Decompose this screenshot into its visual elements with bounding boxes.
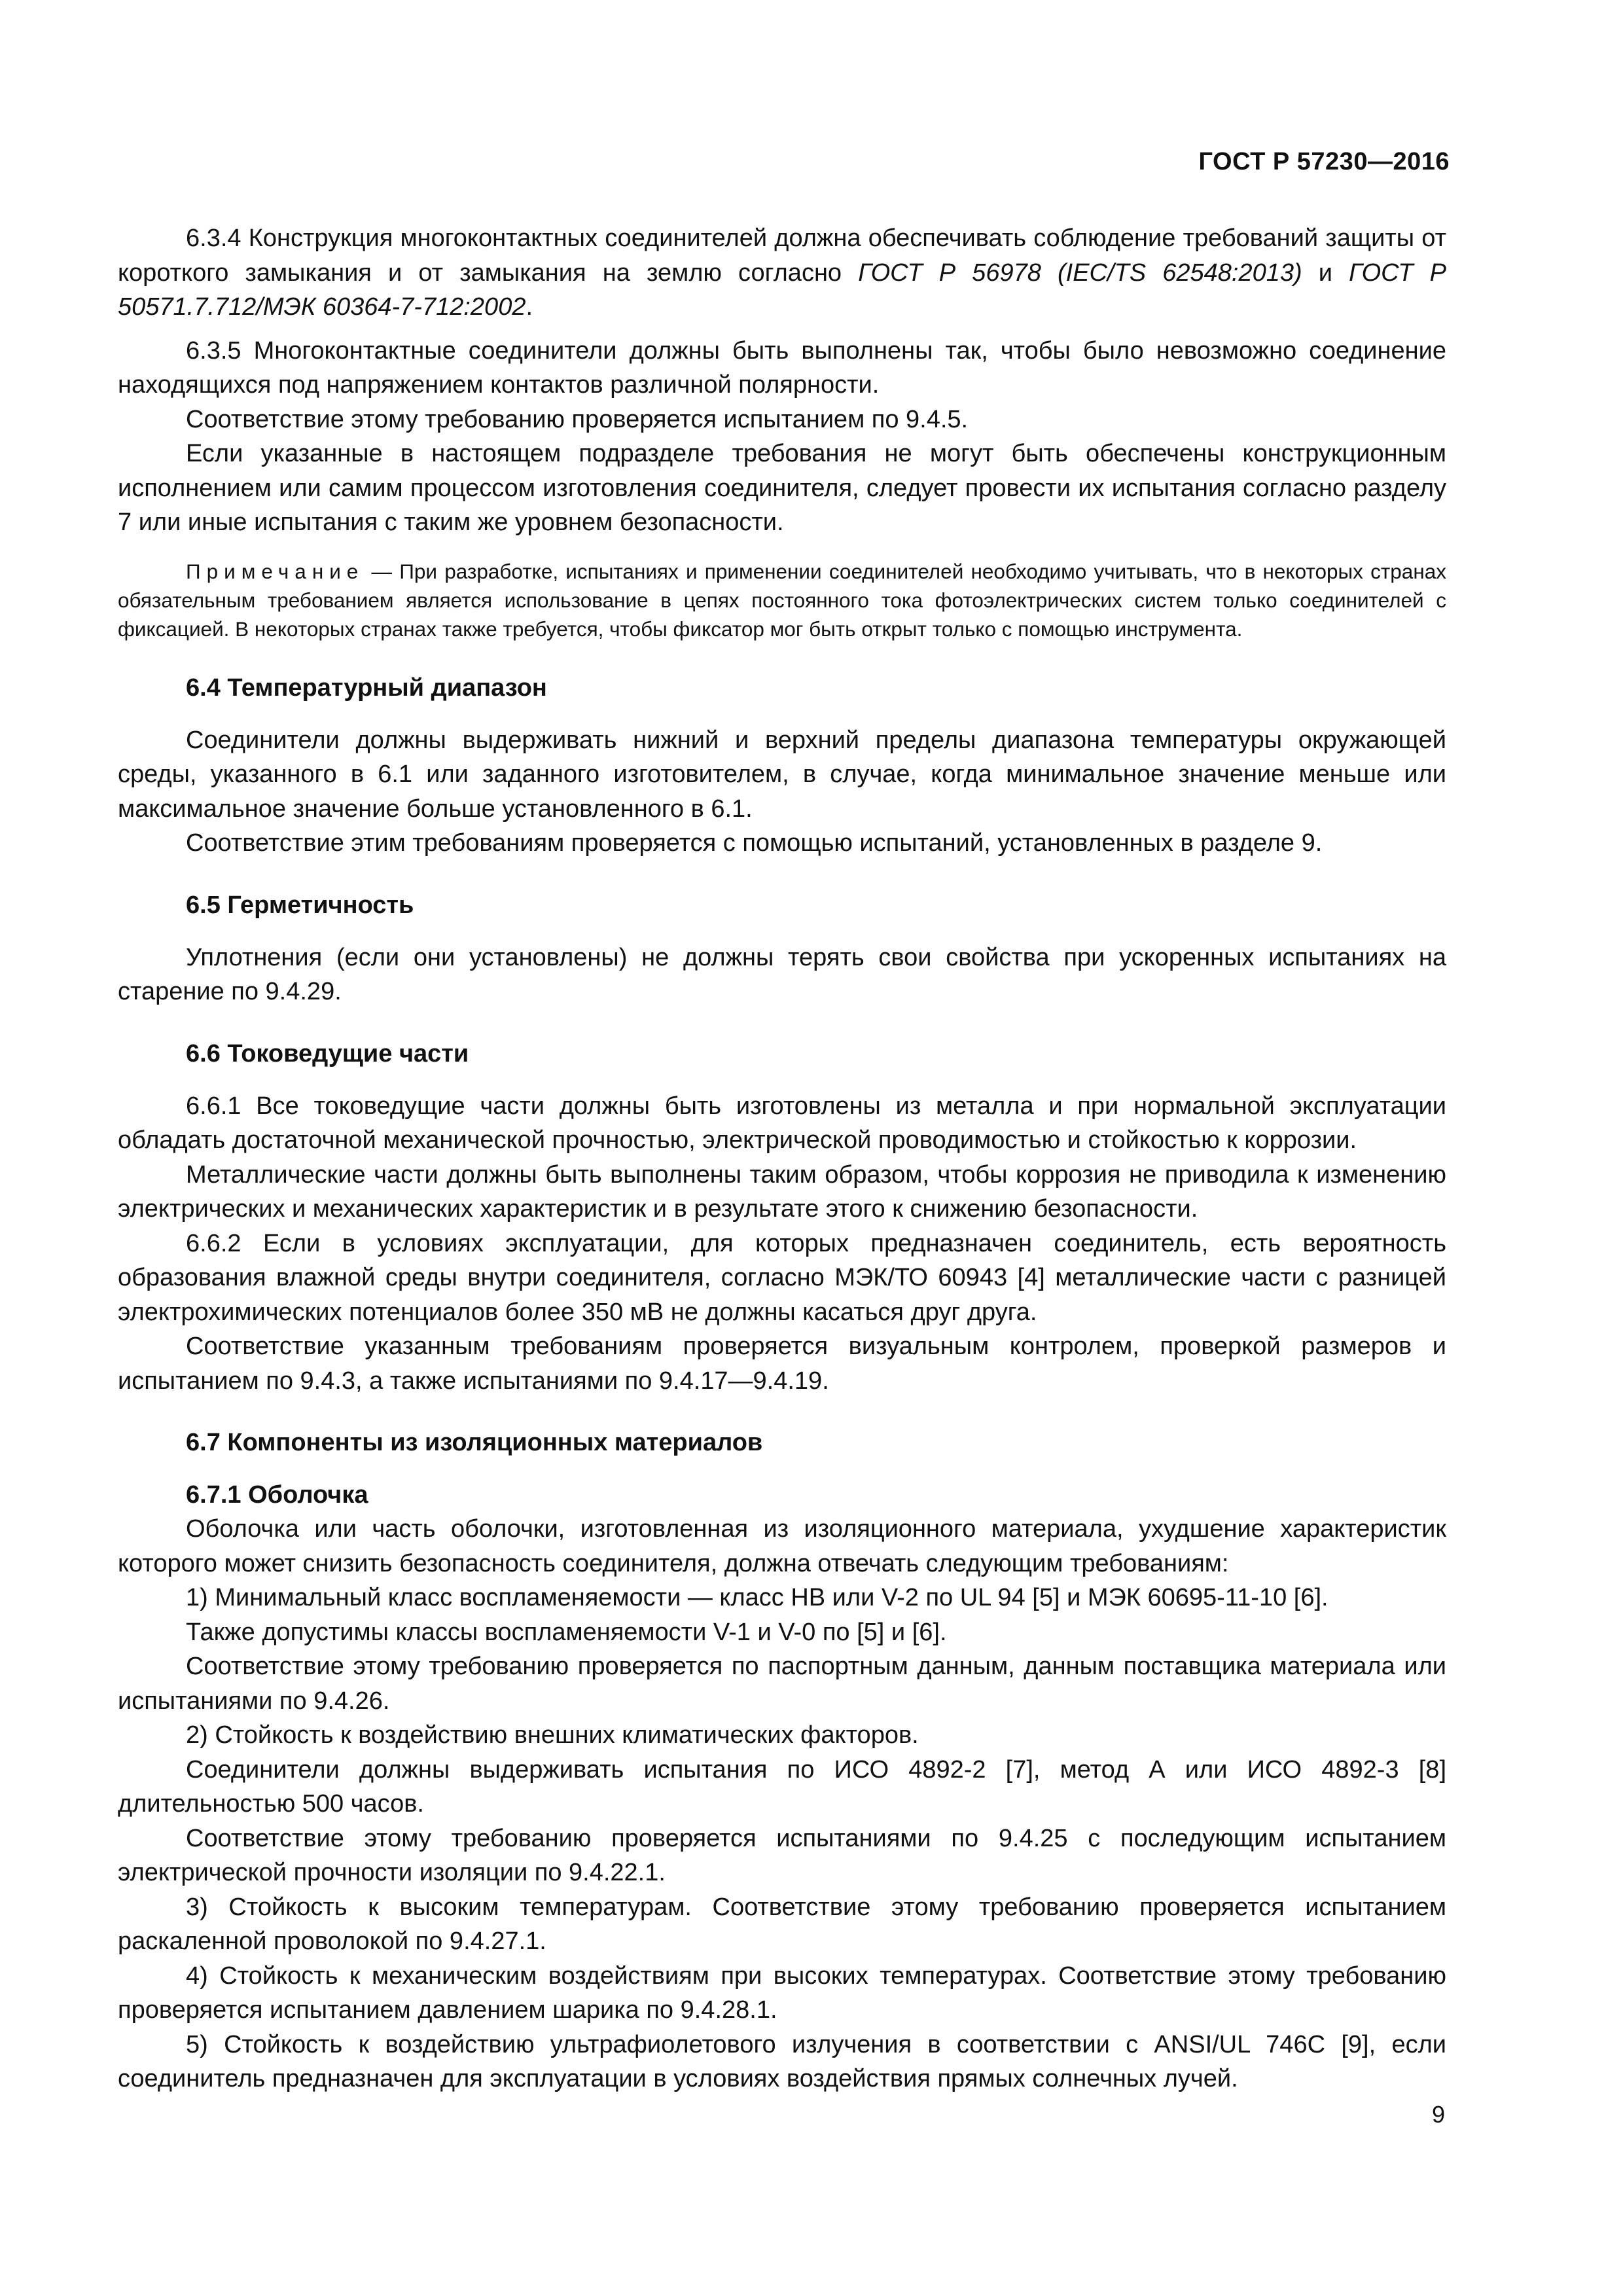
subsection-heading-6-7-1: 6.7.1 Оболочка [186, 1481, 368, 1509]
paragraph-compliance: Соответствие указанным требованиям проверяется визуальным контролем, проверкой размеров и испытанием по 9.4.3, а также испытаниями по 9.4.17—9.4.19. [118, 1333, 1446, 1395]
standard-reference: ГОСТ Р 56978 (IEC/TS 62548:2013) [858, 259, 1302, 287]
paragraph-text: 6.3.4 Конструкция многоконтактных соединителей должна обеспечивать соблюдение требований защиты от короткого замыкания и от замыкания на землю согласно [118, 224, 1446, 287]
paragraph-6-3-4 [118, 221, 1446, 325]
paragraph-6-6-2: 6.6.2 Если в условиях эксплуатации, для которых предназначен соединитель, есть вероятность образования влажной среды внутри соединителя, согласно МЭК/ТО 60943 [4] металлические части с разницей электрохимических потенциалов более 350 мВ не должны касаться друг друга. [118, 1229, 1446, 1326]
paragraph-enclosure: Оболочка или часть оболочки, изготовленная из изоляционного материала, ухудшение характеристик которого может снизить безопасность соединителя, должна отвечать следующим требованиям: [118, 1515, 1446, 1577]
list-item-2: 2) Стойкость к воздействию внешних климатических факторов. [186, 1721, 919, 1749]
paragraph-metal-parts: Металлические части должны быть выполнены таким образом, чтобы коррозия не приводила к изменению электрических и механических характеристик и в результате этого к снижению безопасности. [118, 1160, 1446, 1223]
list-item-1-compliance: Соответствие этому требованию проверяется по паспортным данным, данным поставщика материала или испытаниями по 9.4.26. [118, 1653, 1446, 1715]
section-heading-6-7: 6.7 Компоненты из изоляционных материалов [186, 1429, 763, 1456]
note-label: Примечание [186, 559, 365, 583]
list-item-3: 3) Стойкость к высоким температурам. Соответствие этому требованию проверяется испытанием раскаленной проволокой по 9.4.27.1. [118, 1893, 1446, 1955]
paragraph-text: и [1302, 259, 1349, 287]
paragraph-temperature: Соединители должны выдерживать нижний и верхний пределы диапазона температуры окружающей среды, указанного в 6.1 или заданного изготовителем, в случае, когда минимальное значение меньше или максимальное значение больше установленного в 6.1. [118, 726, 1446, 823]
section-heading-6-6: 6.6 Токоведущие части [186, 1039, 469, 1067]
list-item-5: 5) Стойкость к воздействию ультрафиолетового излучения в соответствии с ANSI/UL 746C [9], если соединитель предназначен для эксплуатации в условиях воздействия прямых солнечных лучей. [118, 2030, 1446, 2092]
page-number: 9 [1431, 2101, 1445, 2128]
document-header: ГОСТ Р 57230—2016 [1198, 148, 1450, 175]
section-heading-6-4: 6.4 Температурный диапазон [186, 673, 547, 702]
section-heading-6-5: 6.5 Герметичность [186, 891, 414, 919]
paragraph-requirements: Если указанные в настоящем подразделе требования не могут быть обеспечены конструкционным исполнением или самим процессом изготовления соединителя, следует провести их испытания согласно разделу 7 или иные испытания с таким же уровнем безопасности. [118, 440, 1446, 536]
paragraph-6-3-5: 6.3.5 Многоконтактные соединители должны быть выполнены так, чтобы было невозможно соединение находящихся под напряжением контактов различной полярности. [118, 336, 1446, 399]
note-block [118, 557, 1446, 643]
document-body [118, 221, 1446, 2096]
list-item-2-extra: Соединители должны выдерживать испытания по ИСО 4892-2 [7], метод А или ИСО 4892-3 [8] длительностью 500 часов. [118, 1755, 1446, 1818]
paragraph-text: . [526, 293, 533, 321]
list-item-4: 4) Стойкость к механическим воздействиям при высоких температурах. Соответствие этому требованию проверяется испытанием давлением шарика по 9.4.28.1. [118, 1962, 1446, 2024]
list-item-1-extra: Также допустимы классы воспламеняемости V-1 и V-0 по [5] и [6]. [186, 1618, 947, 1646]
paragraph-compliance: Соответствие этим требованиям проверяется с помощью испытаний, установленных в разделе 9. [186, 829, 1323, 857]
paragraph-6-6-1: 6.6.1 Все токоведущие части должны быть изготовлены из металла и при нормальной эксплуатации обладать достаточной механической прочностью, электрической проводимостью и стойкостью к коррозии. [118, 1092, 1446, 1154]
list-item-2-compliance: Соответствие этому требованию проверяется испытаниями по 9.4.25 с последующим испытанием электрической прочности изоляции по 9.4.22.1. [118, 1824, 1446, 1886]
paragraph-compliance: Соответствие этому требованию проверяется испытанием по 9.4.5. [186, 405, 969, 433]
paragraph-sealing: Уплотнения (если они установлены) не должны терять свои свойства при ускоренных испытаниях на старение по 9.4.29. [118, 943, 1446, 1005]
note-text: — При разработке, испытаниях и применении соединителей необходимо учитывать, что в некоторых странах обязательным требованием является использование в цепях постоянного тока фотоэлектрических систем только соединителей с фиксацией. В некоторых странах также требуется, чтобы фиксатор мог быть открыт только с помощью инструмента. [118, 559, 1446, 641]
standard-reference: ГОСТ Р 50571.7.712/МЭК 60364-7-712:2002 [118, 259, 1446, 321]
list-item-1: 1) Минимальный класс воспламеняемости — класс НВ или V-2 по UL 94 [5] и МЭК 60695-11-10 [6]. [186, 1584, 1329, 1611]
